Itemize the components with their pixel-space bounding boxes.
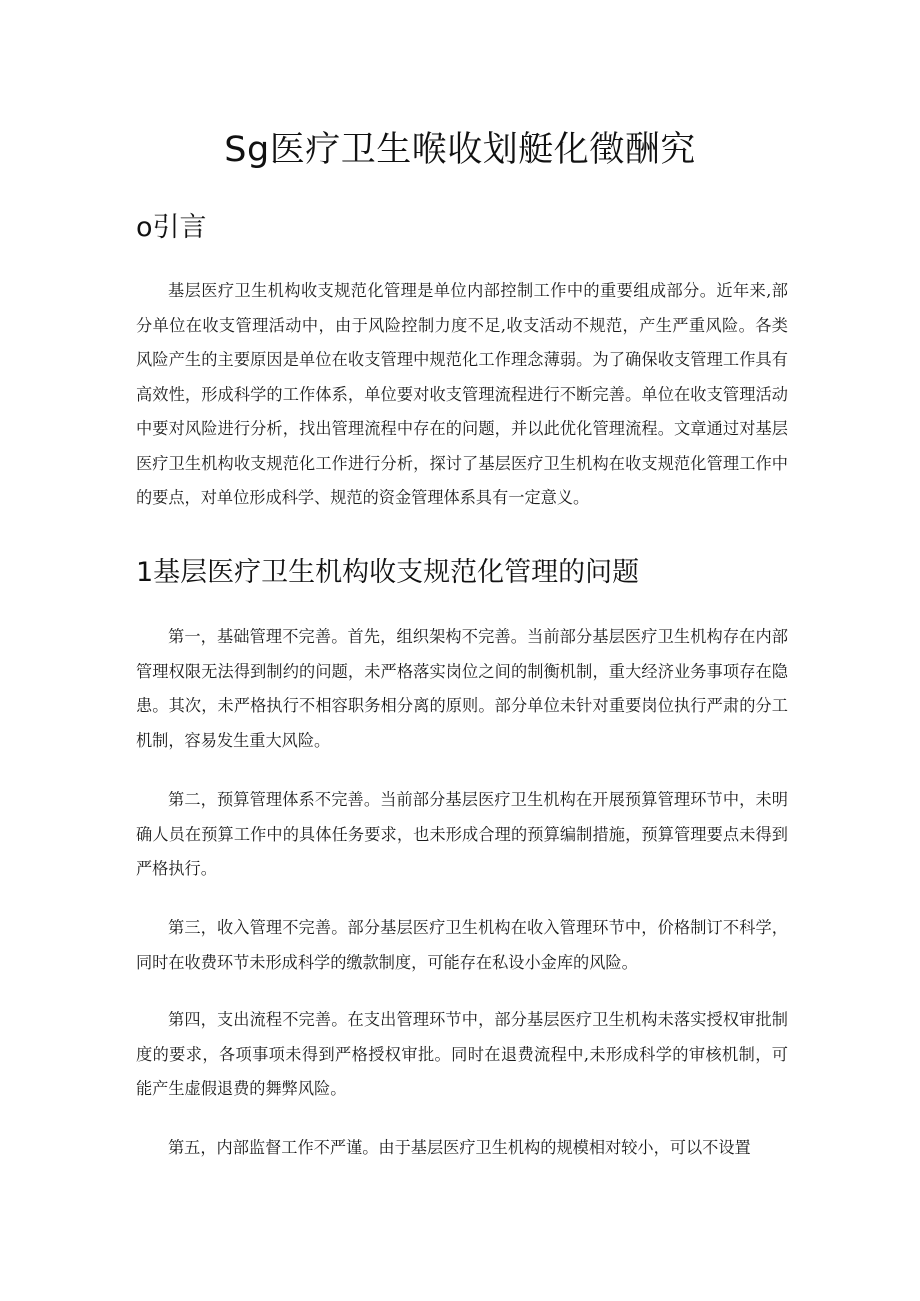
paragraph-intro: 基层医疗卫生机构收支规范化管理是单位内部控制工作中的重要组成部分。近年来,部分单位在收支管理活动中，由于风险控制力度不足,收支活动不规范，产生严重风险。各类风险产生的主要原因是单位在收支管理中规范化工作理念薄弱。为了确保收支管理工作具有高效性，形成科学的工作体系，单位要对收支管理流程进行不断完善。单位在收支管理活动中要对风险进行分析，找出管理流程中存在的问题，并以此优化管理流程。文章通过对基层医疗卫生机构收支规范化工作进行分析，探讨了基层医疗卫生机构在收支规范化管理工作中的要点，对单位形成科学、规范的资金管理体系具有一定意义。: [136, 281, 788, 507]
paragraph-problem-3: 第三，收入管理不完善。部分基层医疗卫生机构在收入管理环节中，价格制订不科学，同时在收费环节未形成科学的缴款制度，可能存在私设小金库的风险。: [136, 918, 788, 972]
paragraph-problem-2: 第二，预算管理体系不完善。当前部分基层医疗卫生机构在开展预算管理环节中，未明确人员在预算工作中的具体任务要求，也未形成合理的预算编制措施，预算管理要点未得到严格执行。: [136, 790, 788, 878]
section-heading-problems: 1基层医疗卫生机构收支规范化管理的问题: [136, 557, 640, 588]
document-title: Sg医疗卫生喉收划艇化徵酬究: [224, 130, 696, 170]
paragraph-problem-5: 第五，内部监督工作不严谨。由于基层医疗卫生机构的规模相对较小，可以不设置: [168, 1138, 751, 1157]
paragraph-problem-1: 第一，基础管理不完善。首先，组织架构不完善。当前部分基层医疗卫生机构存在内部管理权限无法得到制约的问题，未严格落实岗位之间的制衡机制，重大经济业务事项存在隐患。其次，未严格执行不相容职务相分离的原则。部分单位未针对重要岗位执行严肃的分工机制，容易发生重大风险。: [136, 627, 788, 750]
section-heading-intro: o引言: [136, 212, 207, 243]
paragraph-problem-4: 第四，支出流程不完善。在支出管理环节中，部分基层医疗卫生机构未落实授权审批制度的要求，各项事项未得到严格授权审批。同时在退费流程中,未形成科学的审核机制，可能产生虚假退费的舞弊风险。: [136, 1010, 788, 1098]
